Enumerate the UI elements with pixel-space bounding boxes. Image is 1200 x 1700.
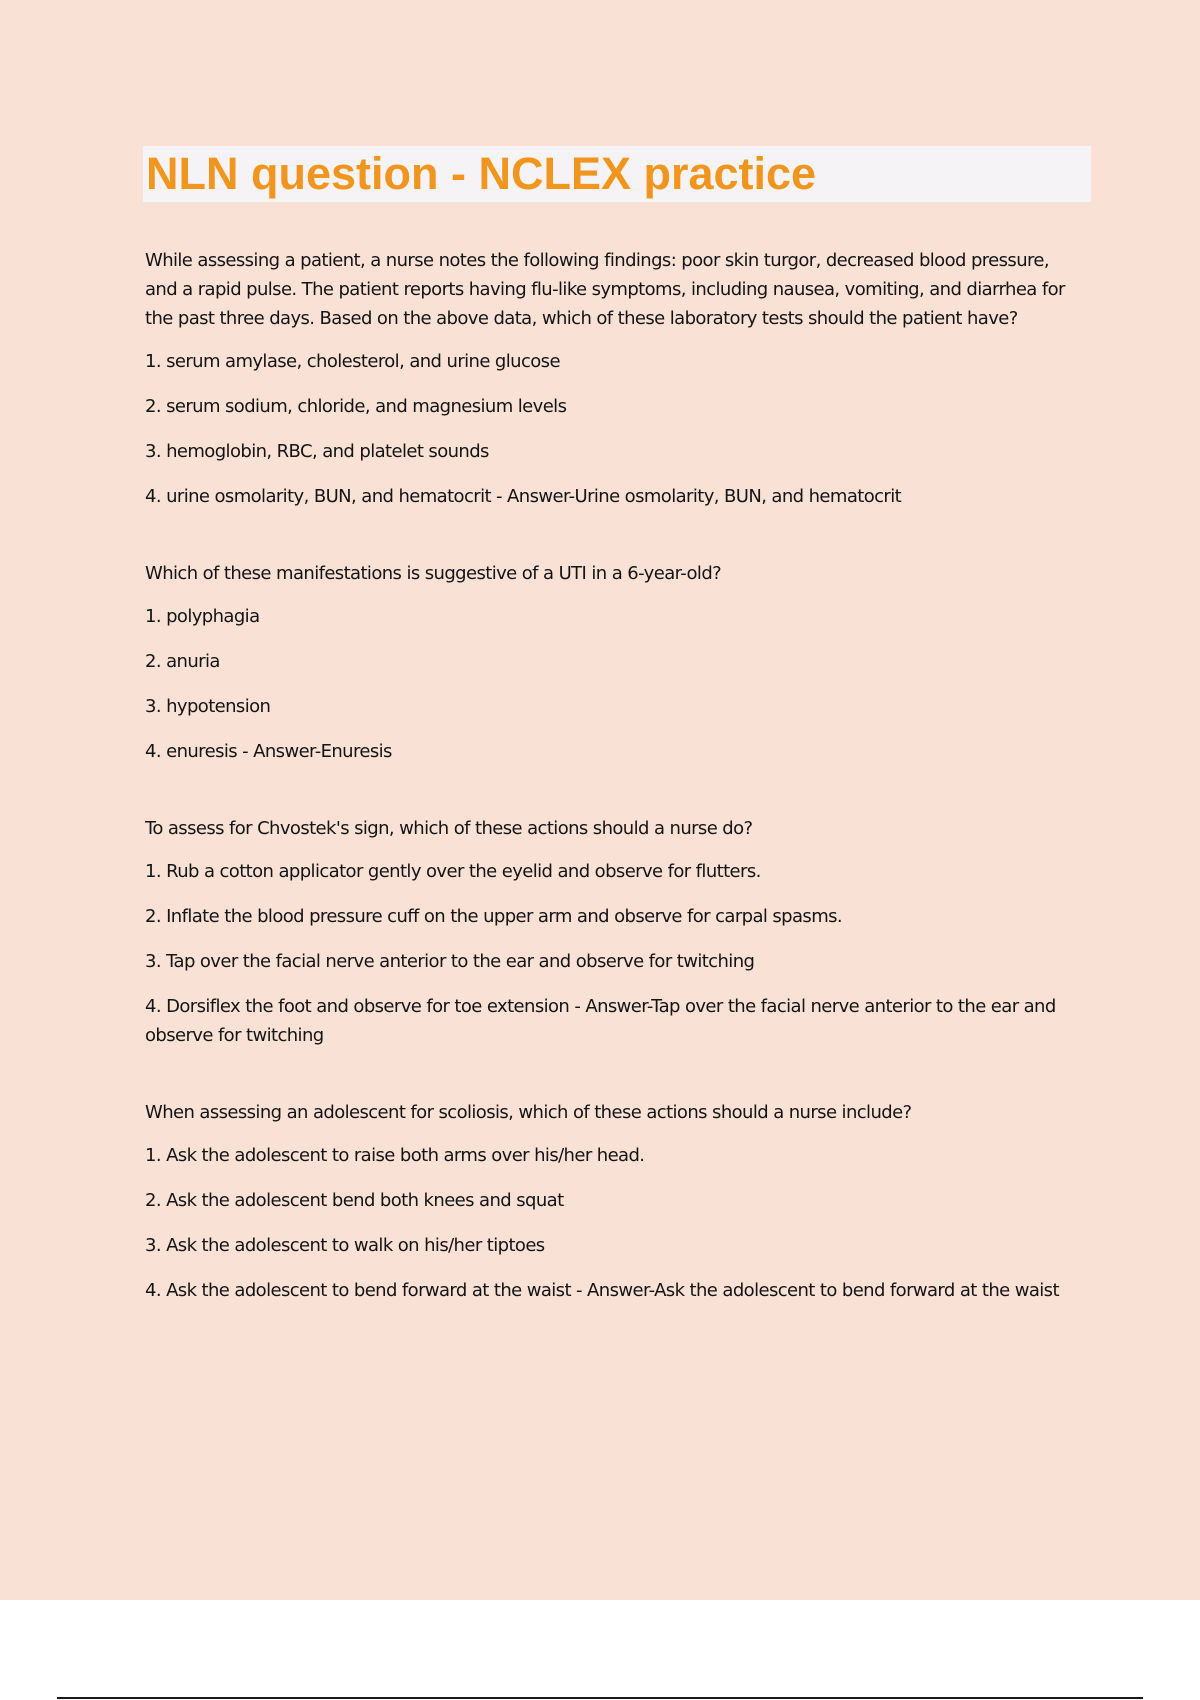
question-1	[145, 246, 1085, 511]
answer-option: 2. Inflate the blood pressure cuff on the upper arm and observe for carpal spasms.	[145, 906, 843, 927]
page-title: NLN question - NCLEX practice	[146, 148, 817, 199]
answer-option-with-answer: 4. Dorsiflex the foot and observe for toe extension - Answer-Tap over the facial nerve anterior to the ear and observe for twitching	[145, 996, 1056, 1046]
question-text: Which of these manifestations is suggestive of a UTI in a 6-year-old?	[145, 563, 722, 584]
question-list	[145, 246, 1085, 1353]
answer-option-with-answer: 4. enuresis - Answer-Enuresis	[145, 741, 392, 762]
question-3	[145, 814, 1085, 1050]
answer-option: 3. hypotension	[145, 696, 271, 717]
question-text: To assess for Chvostek's sign, which of these actions should a nurse do?	[145, 818, 753, 839]
answer-option: 1. Ask the adolescent to raise both arms over his/her head.	[145, 1145, 645, 1166]
answer-option: 2. Ask the adolescent bend both knees and squat	[145, 1190, 564, 1211]
answer-option: 1. Rub a cotton applicator gently over the eyelid and observe for flutters.	[145, 861, 761, 882]
footer-divider	[57, 1697, 1143, 1699]
answer-option: 3. hemoglobin, RBC, and platelet sounds	[145, 441, 489, 462]
question-text: While assessing a patient, a nurse notes the following findings: poor skin turgor, decreased blood pressure, and a rapid pulse. The patient reports having flu-like symptoms, including nausea, vomiting, and diarrhea for the past three days. Based on the above data, which of these laboratory tests should the patient have?	[145, 250, 1065, 329]
answer-option: 2. serum sodium, chloride, and magnesium levels	[145, 396, 567, 417]
answer-option: 3. Tap over the facial nerve anterior to the ear and observe for twitching	[145, 951, 755, 972]
question-2	[145, 559, 1085, 766]
answer-option: 1. polyphagia	[145, 606, 260, 627]
answer-option-with-answer: 4. urine osmolarity, BUN, and hematocrit - Answer-Urine osmolarity, BUN, and hematocrit	[145, 486, 902, 507]
answer-option-with-answer: 4. Ask the adolescent to bend forward at the waist - Answer-Ask the adolescent to bend forward at the waist	[145, 1280, 1059, 1301]
answer-option: 3. Ask the adolescent to walk on his/her tiptoes	[145, 1235, 545, 1256]
question-text: When assessing an adolescent for scoliosis, which of these actions should a nurse include?	[145, 1102, 912, 1123]
answer-option: 1. serum amylase, cholesterol, and urine glucose	[145, 351, 560, 372]
question-4	[145, 1098, 1085, 1305]
answer-option: 2. anuria	[145, 651, 220, 672]
